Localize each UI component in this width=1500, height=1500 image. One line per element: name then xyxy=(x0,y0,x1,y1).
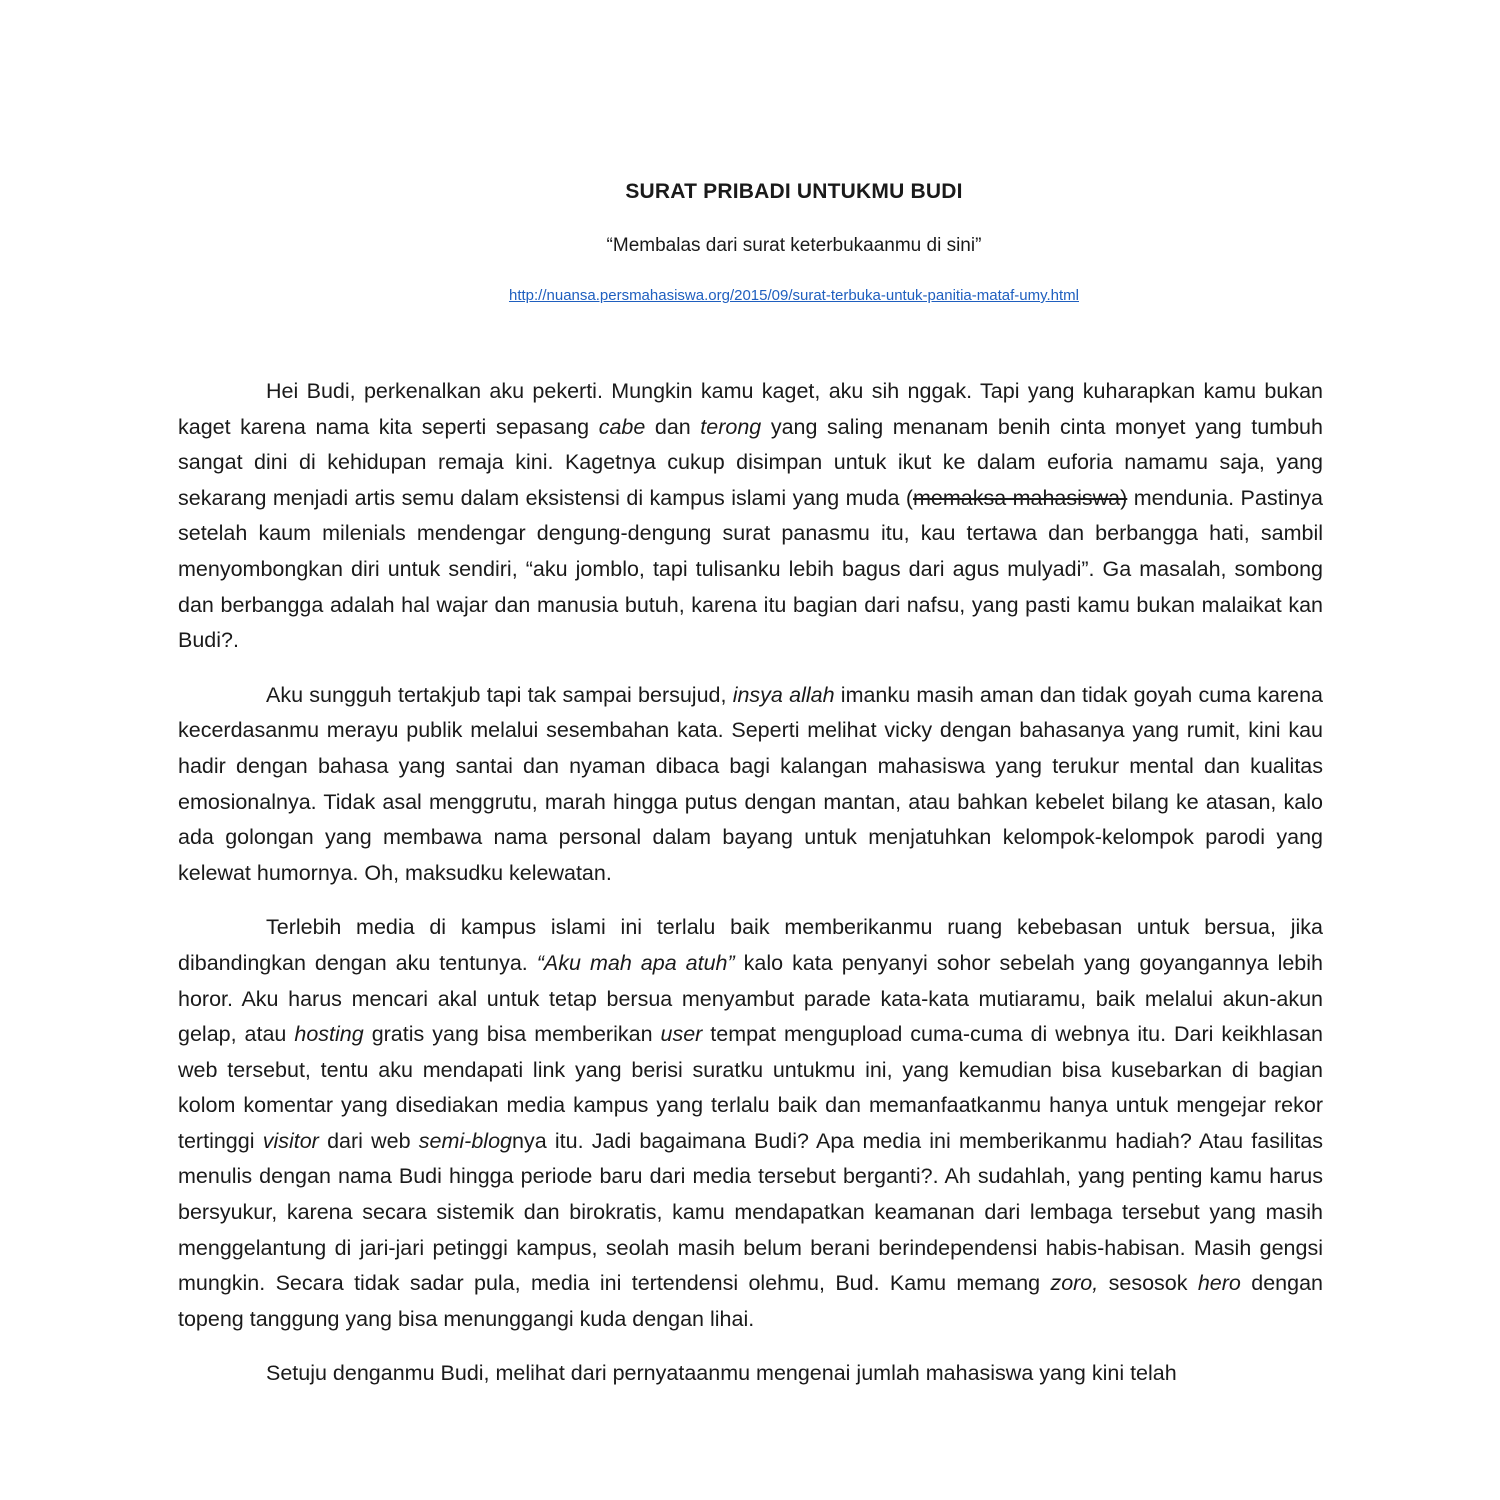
paragraph-1: Hei Budi, perkenalkan aku pekerti. Mungkin kamu kaget, aku sih nggak. Tapi yang kuharapkan kamu bukan kaget karena nama kita seperti sepasang cabe dan terong yang saling menanam benih cinta monyet yang tumbuh sangat dini di kehidupan remaja kini. Kagetnya cukup disimpan untuk ikut ke dalam euforia namamu saja, yang sekarang menjadi artis semu dalam eksistensi di kampus islami yang muda (memaksa mahasiswa) mendunia. Pastinya setelah kaum milenials mendengar dengung-dengung surat panasmu itu, kau tertawa dan berbangga hati, sambil menyombongkan diri untuk sendiri, “aku jomblo, tapi tulisanku lebih bagus dari agus mulyadi”. Ga masalah, sombong dan berbangga adalah hal wajar dan manusia butuh, karena itu bagian dari nafsu, yang pasti kamu bukan malaikat kan Budi?. xyxy=(178,379,1323,653)
document-subtitle: “Membalas dari surat keterbukaanmu di sini” xyxy=(606,235,982,256)
paragraph-3: Terlebih media di kampus islami ini terlalu baik memberikanmu ruang kebebasan untuk bersua, jika dibandingkan dengan aku tentunya. “Aku mah apa atuh” kalo kata penyanyi sohor sebelah yang goyangannya lebih horor. Aku harus mencari akal untuk tetap bersua menyambut parade kata-kata mutiaramu, baik melalui akun-akun gelap, atau hosting gratis yang bisa memberikan user tempat mengupload cuma-cuma di webnya itu. Dari keikhlasan web tersebut, tentu aku mendapati link yang berisi suratku untukmu ini, yang kemudian bisa kusebarkan di bagian kolom komentar yang disediakan media kampus yang terlalu baik dan memanfaatkanmu hanya untuk mengejar rekor tertinggi visitor dari web semi-blognya itu. Jadi bagaimana Budi? Apa media ini memberikanmu hadiah? Atau fasilitas menulis dengan nama Budi hingga periode baru dari media tersebut berganti?. Ah sudahlah, yang penting kamu harus bersyukur, karena secara sistemik dan birokratis, kamu mendapatkan keamanan dari lembaga tersebut yang masih menggelantung di jari-jari petinggi kampus, seolah masih belum berani berindependensi habis-habisan. Masih gengsi mungkin. Secara tidak sadar pula, media ini tertendensi olehmu, Bud. Kamu memang zoro, sesosok hero dengan topeng tanggung yang bisa menunggangi kuda dengan lihai. xyxy=(178,915,1324,1331)
paragraph-4: Setuju denganmu Budi, melihat dari pernyataanmu mengenai jumlah mahasiswa yang kini telah xyxy=(266,1361,1177,1386)
document-title: SURAT PRIBADI UNTUKMU BUDI xyxy=(625,180,963,203)
paragraph-2: Aku sungguh tertakjub tapi tak sampai bersujud, insya allah imanku masih aman dan tidak goyah cuma karena kecerdasanmu merayu publik melalui sesembahan kata. Seperti melihat vicky dengan bahasanya yang rumit, kini kau hadir dengan bahasa yang santai dan nyaman dibaca bagi kalangan mahasiswa yang terukur mental dan kualitas emosionalnya. Tidak asal menggrutu, marah hingga putus dengan mantan, atau bahkan kebelet bilang ke atasan, kalo ada golongan yang membawa nama personal dalam bayang untuk menjatuhkan kelompok-kelompok parodi yang kelewat humornya. Oh, maksudku kelewatan. xyxy=(178,682,1324,885)
letter-body xyxy=(178,374,1323,1411)
struck-text: memaksa mahasiswa) xyxy=(912,485,1128,510)
source-link[interactable]: http://nuansa.persmahasiswa.org/2015/09/surat-terbuka-untuk-panitia-mataf-umy.html xyxy=(508,287,1079,304)
